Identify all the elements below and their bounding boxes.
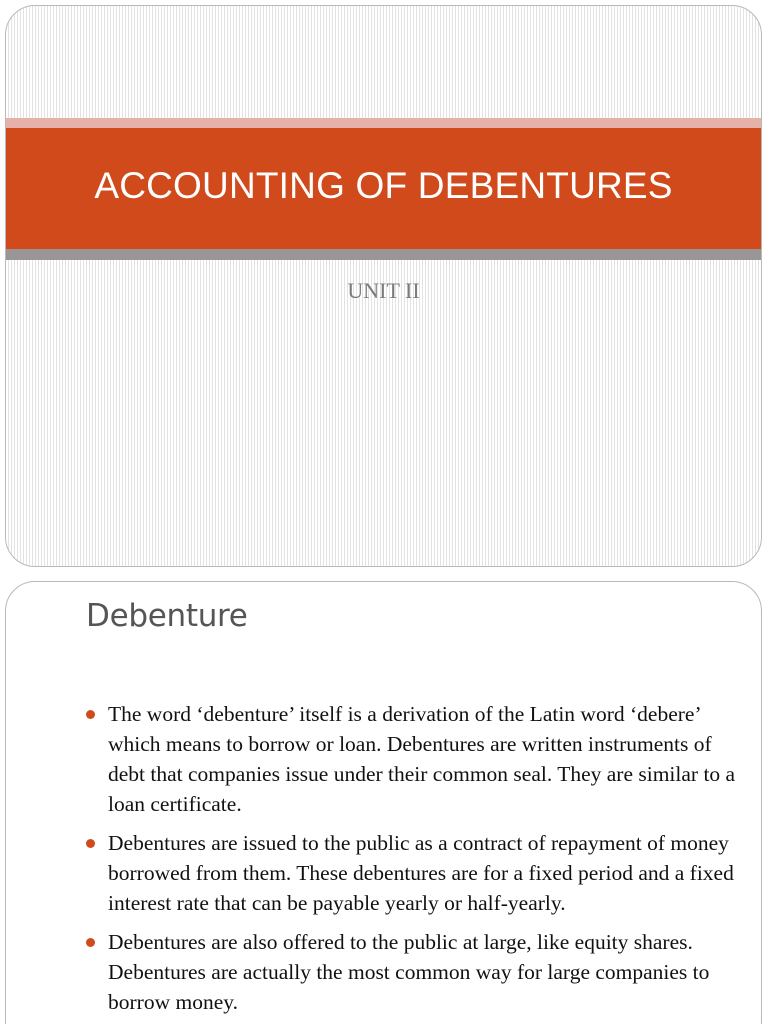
bullet-text: Debentures are issued to the public as a contract of repayment of money borrowed from them. These debentures are for a fixed period and a fixed interest rate that can be payable yearly or half-yearly. <box>108 831 734 915</box>
slide-title <box>5 5 762 567</box>
slide-debenture <box>5 581 762 1024</box>
bullet-list <box>86 699 736 1024</box>
slide-title-text: ACCOUNTING OF DEBENTURES <box>94 164 673 206</box>
title-band-top-stripe <box>6 118 761 128</box>
bullet-item <box>86 699 736 819</box>
bullet-text: The word ‘debenture’ itself is a derivation of the Latin word ‘debere’ which means to borrow or loan. Debentures are written instruments of debt that companies issue under their common seal. They are similar to a loan certificate. <box>108 702 736 816</box>
bullet-text: Debentures are also offered to the public at large, like equity shares. Debentures are actually the most common way for large companies to borrow money. <box>108 930 710 1014</box>
slide-heading: Debenture <box>86 598 248 634</box>
title-band-bottom-stripe <box>6 249 761 260</box>
slide-subtitle: UNIT II <box>347 278 420 303</box>
bullet-item <box>86 828 736 918</box>
bullet-dot-icon <box>86 710 95 719</box>
title-band <box>6 128 761 249</box>
bullet-dot-icon <box>86 839 95 848</box>
bullet-item <box>86 927 736 1017</box>
bullet-dot-icon <box>86 938 95 947</box>
